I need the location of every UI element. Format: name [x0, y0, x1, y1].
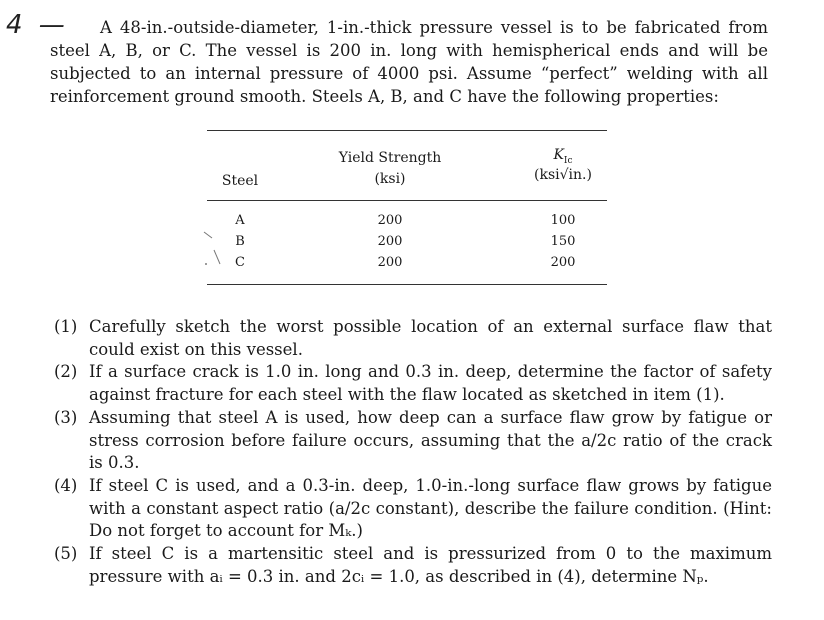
question-5-number: (5): [54, 544, 78, 564]
header-yield-strength: Yield Strength: [338, 150, 442, 166]
table-bottom-rule: [207, 284, 607, 285]
question-4-text: If steel C is used, and a 0.3-in. deep, 1.0-in.-long surface flaw grows by fatigue with a constant aspect ratio (a/2c constant), describe the failure condition. (Hint: Do not forget to account for Mₖ.): [89, 475, 772, 541]
question-2-number: (2): [54, 362, 78, 382]
table-row-a-k: 100: [550, 213, 576, 228]
table-row-b-steel: B: [235, 234, 245, 249]
header-k-subscript: Ic: [563, 155, 573, 166]
table-header-rule: [207, 200, 607, 201]
table-row-b-k: 150: [550, 234, 576, 249]
header-steel: Steel: [221, 173, 259, 189]
question-1-text: Carefully sketch the worst possible location of an external surface flaw that could exist on this vessel.: [89, 317, 772, 359]
table-row-a-yield: 200: [377, 213, 403, 228]
question-list: [54, 316, 772, 588]
question-1: [54, 316, 772, 361]
question-4: [54, 475, 772, 543]
question-1-number: (1): [54, 317, 78, 336]
question-4-number: (4): [54, 475, 78, 495]
pencil-marks-icon: [198, 212, 228, 272]
header-k-symbol: K: [553, 147, 564, 163]
question-5: [54, 543, 772, 588]
table-row-b-yield: 200: [377, 234, 403, 249]
question-2: [54, 361, 772, 406]
question-3-text: Assuming that steel A is used, how deep can a surface flaw grow by fatigue or stress corrosion before failure occurs, assuming that the a/2c ratio of the crack is 0.3.: [89, 407, 772, 473]
question-3-number: (3): [54, 407, 78, 427]
table-row-c-k: 200: [550, 255, 576, 270]
question-2-text: If a surface crack is 1.0 in. long and 0.3 in. deep, determine the factor of safety against fracture for each steel with the flaw located as sketched in item (1).: [89, 362, 772, 405]
problem-statement: A 48-in.-outside-diameter, 1-in.-thick pressure vessel is to be fabricated from steel A, B, or C. The vessel is 200 in. long with hemispherical ends and will be subjected to an internal pressure of 4000 psi. Assume “perfect” welding with all reinforcement ground smooth. Steels A, B, and C have the following properties:: [50, 18, 768, 106]
table-row-c-steel: C: [235, 255, 245, 270]
header-yield-unit: (ksi): [374, 171, 406, 187]
question-3: [54, 407, 772, 475]
problem-number: 4 —: [6, 10, 69, 40]
question-5-text: If steel C is a martensitic steel and is pressurized from 0 to the maximum pressure with aᵢ = 0.3 in. and 2cᵢ = 1.0, as described in (4), determine Nₚ.: [89, 544, 772, 586]
table-row-c-yield: 200: [377, 255, 403, 270]
table-row-a-steel: A: [235, 213, 245, 228]
table-top-rule: [207, 130, 607, 131]
header-k-unit: (ksi√in.): [534, 167, 592, 183]
